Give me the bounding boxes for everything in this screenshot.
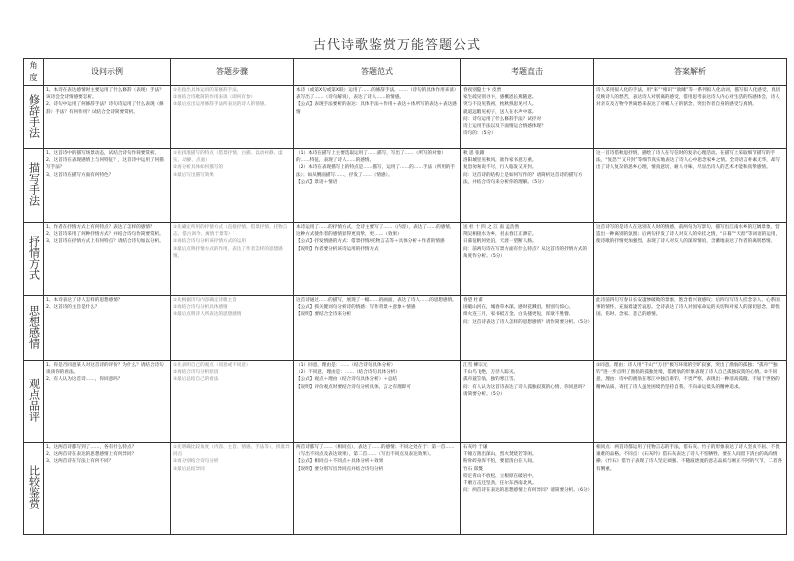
table-row (24, 223, 787, 296)
header-answer: 答案解析 (594, 59, 787, 86)
cell-steps: ①先表明自己的观点（同意或不同意） ②再结合诗句分析原因 ③最后总结自己的看法 (171, 361, 294, 443)
cell-steps: ①先确定所用的抒情方式（直接抒情、借景抒情、托物言志、借古讽今、寓情于景等） ②再结合诗句分析该抒情方式的运用 ③最后点明抒情方式的作用，表达了作者怎样的思想感情。 (171, 223, 294, 296)
cell-example: 1、这两首诗都写到了……，各有什么特点？ 2、这两首诗在表达的思想感情上有何异同？ 3、这两首诗在写法上有何不同？ (44, 443, 171, 535)
cell-exam: 江雪 柳宗元 千山鸟飞绝，万径人踪灭。 孤舟蓑笠翁，独钓寒江雪。 问：有人认为这首诗表达了诗人孤独寂寞的心情，你同意吗？请简要分析。（5分） (461, 361, 594, 443)
cell-formula: 本诗（或第X句或第X联）运用了……的修辞手法，……（诗句的具体作用来谈）表写出了……（诗句解说），表达了诗人……的情感。 【公式】表现手法要析的表达：具体手法＋作用＋表达＋体所写的表达＋表达感情 (294, 86, 461, 149)
cell-example: 1、作者在抒情方式上有何特点？表达了怎样的感情？ 2、这首诗采用了何种抒情方式？并结合诗句作简要赏析。 3、这首诗在抒情方式上有何特点？请结合诗句加以分析。 (44, 223, 171, 296)
header-cat: 角度 (24, 59, 44, 86)
cell-answer: 诗人采用拟人化的手法，用“来”“相识”“欲睡”等一系列拟人化动词，描写拟人化感受，真切反映诗人的愁苦，表达诗人对别离的感受，借用思考表达诗人内心对生活的伤感体会，诗人对亲友及万物今世离愁来表达了对哺人子的惦念，突出作者自身的感受与真情。 (594, 86, 787, 149)
row-category: 抒情方式 (27, 235, 41, 280)
document-title: 古代诗歌鉴赏万能答题公式 (312, 38, 481, 53)
row-category: 思想感情 (27, 304, 41, 349)
cell-answer: 相同点：两首诗都运用了托物言志的手法，借石灰、竹子的形象表达了诗人坚贞不屈、不畏艰难的品格。不同点：《石灰吟》借石灰表达了诗人不怕牺牲、要在人间留下清白的高尚情操；《竹石》借竹子表现了诗人坚定顽强、不随波逐流的意志品质与刚正不阿的气节，二者各有侧重。 (594, 443, 787, 535)
cell-steps: ①先明确比较角度（内容、主旨、情感、手法等），找准异同点 ②再分别结合诗句分析 ③最后总结异同 (171, 443, 294, 535)
cell-exam: 春望 杜甫 国破山河在，城春草木深。感时花溅泪，恨别鸟惊心。 烽火连三月，家书抵万金。白头搔更短，浑欲不胜簪。 问：这首诗表达了诗人怎样的思想感情？请作简要分析。（5分） (461, 296, 594, 361)
table-row (24, 86, 787, 149)
cell-exam: 秋 思 张籍 洛阳城里见秋风，欲作家书意万重。 复恐匆匆说不尽，行人临发又开封。 问：这首诗的结构上是如何写作的？请简析这首诗的描写方法，并结合诗句来分析你的理解。（5分） (461, 149, 594, 223)
cell-formula: （1）本诗在描写上主要选取运用了……描写，写出了……（所写的对象）的……特征，表现了诗人……的感情。 （2）本诗在表现描写上的特点是……描写，运用了……的……手法（所用的手法）；如从侧面描写……，抒发了……（情感）。 【公式】景语＋情语 (294, 149, 461, 223)
header-formula: 答题范式 (294, 59, 461, 86)
cell-formula: （1）同意，理由是：……（结合诗句具体分析） （2）不同意，理由是：……（结合诗句具体分析） 【公式】观点＋理由（结合诗句具体分析）＋总结 【说明】评价观点时要结合诗句分析具体，言之有理即可 (294, 361, 461, 443)
cell-answer: 此诗前四句写春日长安凄惨破败的景象，饱含着兴衰感叹；后四句写诗人挂念亲人、心系国事的情怀，充溢着凄苦哀思。全诗表达了诗人对国家命运的关切和对家人的深切思念，即忧国、伤时、念家、悲己的感情。 (594, 296, 787, 361)
header-steps: 答题步骤 (171, 59, 294, 86)
row-category: 修辞手法 (27, 93, 41, 138)
cell-example: 1、本诗表达了诗人怎样的思想感情？ 2、这首诗的主旨是什么？ (44, 296, 171, 361)
table-row (24, 296, 787, 361)
cell-steps: ①先指出具体运用的某修辞手法， ②再结合诗歌简的作用来谈（即何有参） ③最后点出运用修辞手法所表达的诗人的情感。 (171, 86, 294, 149)
cell-exam: 石灰吟 于谦 千锤万凿出深山，烈火焚烧若等闲。 粉骨碎身浑不怕，要留清白在人间。 竹石 郑燮 咬定青山不放松，立根原在破岩中。 千磨万击还坚劲，任尔东西南北风。 问：两首诗在表达的思想感情上有何异同？请简要分析。（6分） (461, 443, 594, 535)
cell-example: 1、你是否同意某人对这首诗的评价？为什么？请结合诗句谈谈你的看法。 2、有人认为这首诗……，你同意吗？ (44, 361, 171, 443)
answer-formula-table (23, 58, 787, 535)
cell-answer: ①同意，理由：诗人用“千山”“万径”极写环境的空旷寂寥，突出了渔翁的孤独；“孤舟”“独钓”进一步点明了渔翁的孤独处境，借渔翁的形象表现了诗人自己孤独寂寞的心情。②不同意，理由：诗中的渔翁在寒江中独自垂钓，不畏严寒，表现出一种清高孤傲、不屈于世俗的精神品质，寄托了诗人虽处困境仍坚持自我、不向命运低头的精神追求。 (594, 361, 787, 443)
cell-example: 1、本诗在表达感情时主要运用了什么修辞（表现）手法？该诗会全诗情感要怎析。 2、诗句中运用了何修辞手法？诗句诗运用了什么表现（修辞）手法？有何作用？试结合全诗简要赏析。 (44, 86, 171, 149)
cell-formula: 两首诗都写了……（相同点），表达了……的感情；不同之处在于：第一首……（写出不同点及表达效果），第二首……（写出不同点及表达效果）。 【公式】相同点＋不同点＋具体分析＋效果 【说明】要分别写出异同点并结合诗句分析 (294, 443, 461, 535)
row-category: 比较鉴赏 (27, 465, 41, 509)
table-row (24, 443, 787, 535)
cell-steps: ①先找准描写的特点（借景抒情，白描、以动衬静、虚实、动静、点面） ②再分析具体如何描写的 ③最后写出描写效果 (171, 149, 294, 223)
row-category: 描写手法 (27, 162, 41, 206)
cell-example: 1、这首诗中的描写场景动态，试结合诗句作简要赏析。 2、这首诗在表现感情上与何特征？，这首诗中运用了何描写手法？ 3、这首诗在描写方面有何特色？ (44, 149, 171, 223)
row-category: 观点品评 (27, 378, 41, 422)
table-header-row (24, 59, 787, 86)
header-example: 设问示例 (44, 59, 171, 86)
cell-formula: 这首诗通过……的描写，展现了一幅……的画面，表达了诗人……的思想感情。 【公式】抓关键词句分析诗的情感：写作背景＋意象＋情感 【说明】要结合全诗来分析 (294, 296, 461, 361)
cell-answer: 这首诗写的是诗人在送别友人时的情感，前两句为写景句，描写出江南水乡的辽阔景象，营造出一种离别的氛围；后两句抒发了诗人对友人的牵挂之情，“日暮”“天涯”等词语的运用，使诗歌的抒情更加强烈，表现了诗人对友人的深厚情谊，含蓄地表达了作者的离别愁情。 (594, 223, 787, 296)
cell-exam: 送 杜 十 四 之 江 南 孟浩然 荆吴相接水为乡，君去春江正渺茫。 日暮征帆何处泊，天涯一望断人肠。 问：前两句诗在写景方面有什么特点？从这首诗的抒情方式的角度作分析。（5分） (461, 223, 594, 296)
cell-formula: 本诗运用了……的抒情方式，全诗主要写了……（内容），表达了……的感情，这种方式使作者的感情显得更真挚，更……（效果） 【公式】抒发情感的方式：借景抒情/托物言志等＋具体分析＋作者的情感 【说明】作者要分析该诗运用的抒情方式 (294, 223, 461, 296)
header-exam: 考题直击 (461, 59, 594, 86)
cell-answer: 这一首诗借秋思抒情，描绘了诗人在写信时的复杂心理活动。在描写上采取细节描写的手法，“复恐”“又开封”等细节真实地表达了诗人心中思念家乡之情。全诗语言朴素无华，却写出了诗人复杂的思乡心理，情真意切，耐人寻味，尽显出诗人的艺术才能和真挚感情。 (594, 149, 787, 223)
cell-exam: 春夜别隐士卞 皮贾 家生疏见别寻卞，感概恩长燕随意。 突与不良见我初，枕秋熟思见可人。 就道远暇见初子，送人在水声中落。 问：诗句运用了什么修辞手法？试抒对 诗上运用手法以及下面情运合情感体现？ 诗句的：（5分） (461, 86, 594, 149)
table-row (24, 149, 787, 223)
cell-steps: ①先根据诗句内容确定诗歌主旨 ②再结合诗句分析具体感情 ③最后点明诗人所表达的思想感情 (171, 296, 294, 361)
table-row (24, 361, 787, 443)
